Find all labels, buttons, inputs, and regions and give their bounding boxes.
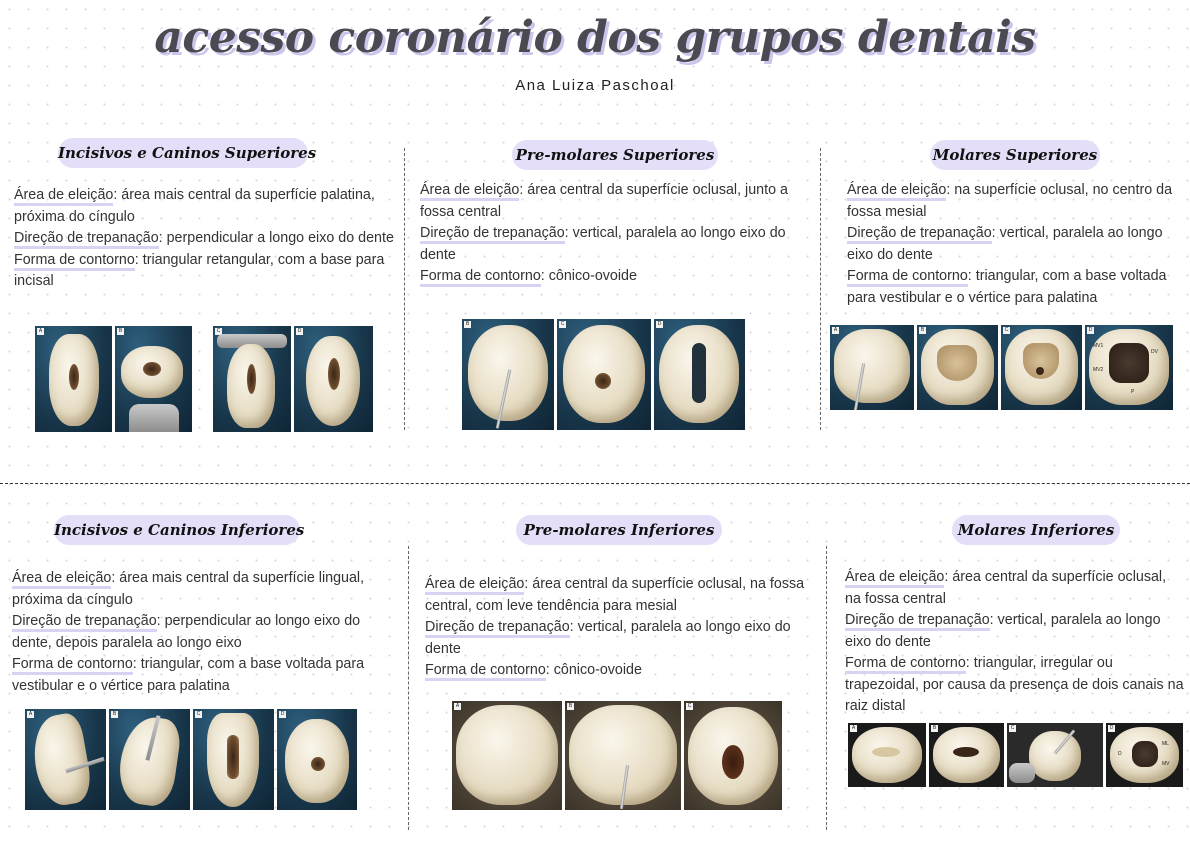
photo-row: [848, 723, 1186, 787]
tooth-photo: [929, 723, 1004, 787]
canal-label: P: [1131, 389, 1135, 395]
area-eleicao: [420, 180, 812, 223]
direcao-label: Direção de trepanação: [425, 619, 570, 638]
area-eleicao: [14, 185, 394, 228]
tooth-photo: [1106, 723, 1183, 787]
area-label: Área de eleição: [425, 576, 524, 595]
forma-contorno: [12, 654, 396, 697]
section-body: [425, 574, 817, 682]
photo-tag: D: [1088, 327, 1093, 333]
area-label: Área de eleição: [845, 569, 944, 588]
area-eleicao: [12, 568, 396, 611]
photo-row: [25, 709, 360, 810]
forma-text: : cônico-ovoide: [545, 662, 642, 678]
area-text: : área central da superfície oclusal, na fossa central, com leve tendência para mesial: [425, 576, 805, 614]
tooth-photo: [917, 325, 998, 410]
direcao-text: : vertical, paralela ao longo eixo do dente: [425, 619, 791, 657]
section-heading: Incisivos e Caninos Inferiores: [54, 515, 300, 545]
photo-row: [35, 326, 195, 432]
direcao-text: : perpendicular a longo eixo do dente: [158, 230, 394, 246]
tooth-photo: [1085, 325, 1173, 410]
section-body: [14, 185, 394, 293]
area-label: Área de eleição: [847, 182, 946, 201]
tooth-photo: [277, 709, 357, 810]
photo-tag: B: [118, 328, 123, 334]
forma-text: : cônico-ovoide: [540, 268, 637, 284]
tooth-photo: [830, 325, 914, 410]
forma-label: Forma de contorno: [845, 655, 966, 674]
photo-tag: A: [28, 711, 33, 717]
page-title: acesso coronário dos grupos dentais: [154, 12, 1036, 63]
section-heading: Pre-molares Inferiores: [516, 515, 722, 545]
forma-contorno: [425, 660, 817, 682]
tooth-photo: [848, 723, 926, 787]
direcao-text: : vertical, paralela ao longo eixo do dente: [420, 225, 786, 263]
area-text: : na superfície oclusal, no centro da fossa mesial: [847, 182, 1173, 220]
section-body: [12, 568, 396, 697]
forma-label: Forma de contorno: [425, 662, 546, 681]
direcao-text: : vertical, paralela ao longo eixo do dente: [845, 612, 1161, 650]
section-body: [845, 567, 1185, 718]
photo-tag: C: [687, 703, 692, 709]
forma-contorno: [845, 653, 1185, 718]
forma-text: : triangular, irregular ou trapezoidal, por causa da presença de dois canais na raiz distal: [845, 655, 1184, 714]
column-divider: [826, 546, 827, 830]
forma-text: : triangular, com a base voltada para vestibular e o vértice para palatina: [847, 268, 1167, 306]
tooth-photo: [1007, 723, 1103, 787]
photo-tag: C: [216, 328, 221, 334]
column-divider: [404, 148, 405, 430]
tooth-photo: [684, 701, 782, 810]
canal-label: D: [1118, 751, 1122, 757]
photo-tag: A: [455, 703, 460, 709]
photo-row: [462, 319, 748, 430]
tooth-photo: [1001, 325, 1082, 410]
photo-row: [830, 325, 1176, 410]
forma-label: Forma de contorno: [12, 656, 133, 675]
photo-tag: B: [465, 321, 470, 327]
area-eleicao: [425, 574, 817, 617]
tooth-photo: [565, 701, 681, 810]
direcao-trepanacao: [14, 228, 394, 250]
photo-tag: A: [38, 328, 43, 334]
direcao-label: Direção de trepanação: [847, 225, 992, 244]
photo-tag: C: [560, 321, 565, 327]
canal-label: MV: [1162, 761, 1170, 767]
photo-tag: A: [851, 725, 856, 731]
direcao-trepanacao: [420, 223, 812, 266]
tooth-photo: [193, 709, 274, 810]
area-eleicao: [847, 180, 1177, 223]
area-eleicao: [845, 567, 1185, 610]
forma-label: Forma de contorno: [14, 252, 135, 271]
photo-tag: D: [297, 328, 302, 334]
canal-label: MV2: [1093, 367, 1104, 373]
photo-tag: D: [280, 711, 285, 717]
direcao-trepanacao: [845, 610, 1185, 653]
canal-label: ML: [1162, 741, 1169, 747]
section-body: [420, 180, 812, 288]
photo-row: [452, 701, 785, 810]
column-divider: [820, 148, 821, 430]
section-heading: Molares Inferiores: [952, 515, 1120, 545]
forma-text: : triangular retangular, com a base para incisal: [14, 251, 385, 289]
direcao-text: : vertical, paralela ao longo eixo do dente: [847, 225, 1163, 263]
area-text: : área mais central da superfície palatina, próxima do cíngulo: [14, 187, 375, 225]
area-text: : área mais central da superfície lingual, próxima da cíngulo: [12, 570, 365, 608]
forma-contorno: [14, 250, 394, 293]
forma-label: Forma de contorno: [420, 268, 541, 287]
tooth-photo: [294, 326, 373, 432]
tooth-photo: [35, 326, 112, 432]
direcao-trepanacao: [12, 611, 396, 654]
direcao-label: Direção de trepanação: [12, 613, 157, 632]
area-text: : área central da superfície oclusal, na fossa central: [845, 569, 1167, 607]
author-name: Ana Luiza Paschoal: [515, 77, 675, 94]
canal-label: MV1: [1093, 343, 1104, 349]
tooth-photo: [462, 319, 554, 430]
direcao-label: Direção de trepanação: [420, 225, 565, 244]
direcao-trepanacao: [425, 617, 817, 660]
direcao-trepanacao: [847, 223, 1177, 266]
photo-tag: C: [1004, 327, 1009, 333]
photo-tag: B: [112, 711, 117, 717]
tooth-photo: [452, 701, 562, 810]
photo-tag: C: [196, 711, 201, 717]
area-label: Área de eleição: [12, 570, 111, 589]
forma-text: : triangular, com a base voltada para vestibular e o vértice para palatina: [12, 656, 365, 694]
area-text: : área central da superfície oclusal, junto a fossa central: [420, 182, 788, 220]
forma-contorno: [420, 266, 812, 288]
photo-tag: A: [833, 327, 838, 333]
area-label: Área de eleição: [420, 182, 519, 201]
tooth-photo: [109, 709, 190, 810]
direcao-text: : perpendicular ao longo eixo do dente, depois paralela ao longo eixo: [12, 613, 361, 651]
direcao-label: Direção de trepanação: [14, 230, 159, 249]
forma-label: Forma de contorno: [847, 268, 968, 287]
column-divider: [408, 546, 409, 830]
tooth-photo: [654, 319, 745, 430]
photo-row: [213, 326, 376, 432]
photo-tag: D: [657, 321, 662, 327]
photo-tag: B: [920, 327, 925, 333]
tooth-photo: [557, 319, 651, 430]
canal-label: DV: [1151, 349, 1158, 355]
section-body: [847, 180, 1177, 309]
photo-tag: C: [1010, 725, 1015, 731]
direcao-label: Direção de trepanação: [845, 612, 990, 631]
section-heading: Incisivos e Caninos Superiores: [58, 138, 308, 168]
tooth-photo: [213, 326, 291, 432]
photo-tag: B: [568, 703, 573, 709]
tooth-photo: [25, 709, 106, 810]
row-divider: [0, 483, 1190, 484]
forma-contorno: [847, 266, 1177, 309]
tooth-photo: [115, 326, 192, 432]
photo-tag: B: [932, 725, 937, 731]
section-heading: Pre-molares Superiores: [512, 140, 718, 170]
photo-tag: D: [1109, 725, 1114, 731]
area-label: Área de eleição: [14, 187, 113, 206]
section-heading: Molares Superiores: [930, 140, 1100, 170]
